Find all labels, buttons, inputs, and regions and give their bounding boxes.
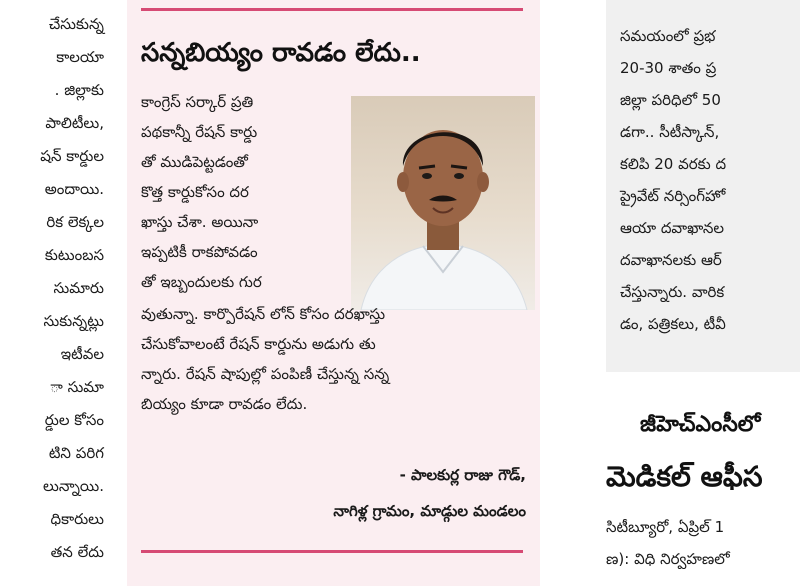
section-heading-line1: జీహెచ్‌ఎంసీలో	[640, 412, 761, 437]
info-box-line: సమయంలో ప్రభ	[620, 27, 716, 45]
left-column-line: ఇటీవల	[60, 345, 104, 363]
bottom-divider	[141, 550, 523, 553]
info-box-line: జిల్లా పరిధిలో 50	[620, 91, 721, 109]
left-column-line: సుమారు	[53, 279, 104, 297]
right-body-line: సిటీబ్యూరో, ఏప్రిల్ 1	[606, 518, 725, 536]
article-line: బియ్యం కూడా రావడం లేదు.	[141, 395, 308, 413]
info-box-line: ప్రైవేట్ నర్సింగ్‌హో	[620, 187, 726, 205]
info-box-line: డం, పత్రికలు, టీవీ	[620, 315, 726, 333]
left-column-line: కుటుంబస	[44, 246, 104, 264]
left-column-line: పాలిటీలు,	[45, 114, 104, 132]
info-box-line: 20-30 శాతం ప్ర	[620, 59, 717, 77]
left-column-line: సుకున్నట్లు	[43, 312, 104, 330]
byline-name: - పాలకుర్ల రాజు గౌడ్,	[399, 466, 526, 484]
left-column-line: రిక లెక్కల	[46, 213, 104, 231]
left-column-line: ర్డుల కోసం	[44, 411, 104, 429]
info-box-line: దవాఖానలకు ఆర్	[620, 251, 722, 269]
info-box-line: చేస్తున్నారు. వారిక	[620, 283, 725, 301]
top-divider	[141, 8, 523, 11]
left-column-line: కాలయా	[56, 48, 104, 66]
left-column-line: షన్ కార్డుల	[40, 147, 104, 165]
portrait-photo	[351, 96, 535, 310]
right-column	[600, 0, 800, 586]
article-line: తో ఇబ్బందులకు గుర	[141, 273, 262, 291]
article-line: వుతున్నా. కార్పొరేషన్ లోన్ కోసం దరఖాస్తు	[141, 305, 386, 323]
byline-place: నాగిళ్ల గ్రామం, మాడ్గుల మండలం	[333, 502, 526, 520]
article-headline: సన్నబియ్యం రావడం లేదు..	[141, 38, 421, 68]
article-line: కొత్త కార్డుకోసం దర	[141, 183, 249, 201]
left-column-line: ధికారులు	[50, 510, 104, 528]
article-line: ఇప్పటికీ రాకపోవడం	[141, 243, 258, 261]
article-line: తో ముడిపెట్టడంతో	[141, 153, 248, 171]
info-box-line: ఆయా దవాఖానల	[620, 219, 725, 237]
left-column-line: అందాయి.	[44, 180, 104, 198]
right-body-line: ణ): విధి నిర్వహణలో	[606, 550, 730, 568]
article-line: పథకాన్నీ రేషన్ కార్డు	[141, 123, 258, 141]
left-column-line: తన లేదు	[50, 543, 104, 561]
article-box	[127, 0, 540, 586]
info-box	[606, 0, 800, 372]
left-column-line: లున్నాయి.	[43, 477, 104, 495]
info-box-line: డగా.. సీటీస్కాన్,	[620, 123, 720, 141]
info-box-line: కలిపి 20 వరకు ద	[620, 155, 727, 173]
left-column-line: ా సుమా	[50, 378, 104, 396]
left-column-line: చేసుకున్న	[48, 15, 104, 33]
article-line: కాంగ్రెస్ సర్కార్ ప్రతి	[141, 93, 254, 111]
article-line: చేసుకోవాలంటే రేషన్ కార్డును అడుగు తు	[141, 335, 376, 353]
article-line: ఖాస్తు చేశా. అయినా	[141, 213, 259, 231]
left-column-line: టిని పరిగ	[48, 444, 104, 462]
left-column-line: . జిల్లాకు	[54, 81, 104, 99]
section-heading-line2: మెడికల్ ఆఫీస	[606, 460, 763, 493]
left-column	[0, 0, 112, 586]
person-portrait-image	[351, 96, 535, 310]
article-line: న్నారు. రేషన్ షాపుల్లో పంపిణీ చేస్తున్న సన్న	[141, 365, 390, 383]
